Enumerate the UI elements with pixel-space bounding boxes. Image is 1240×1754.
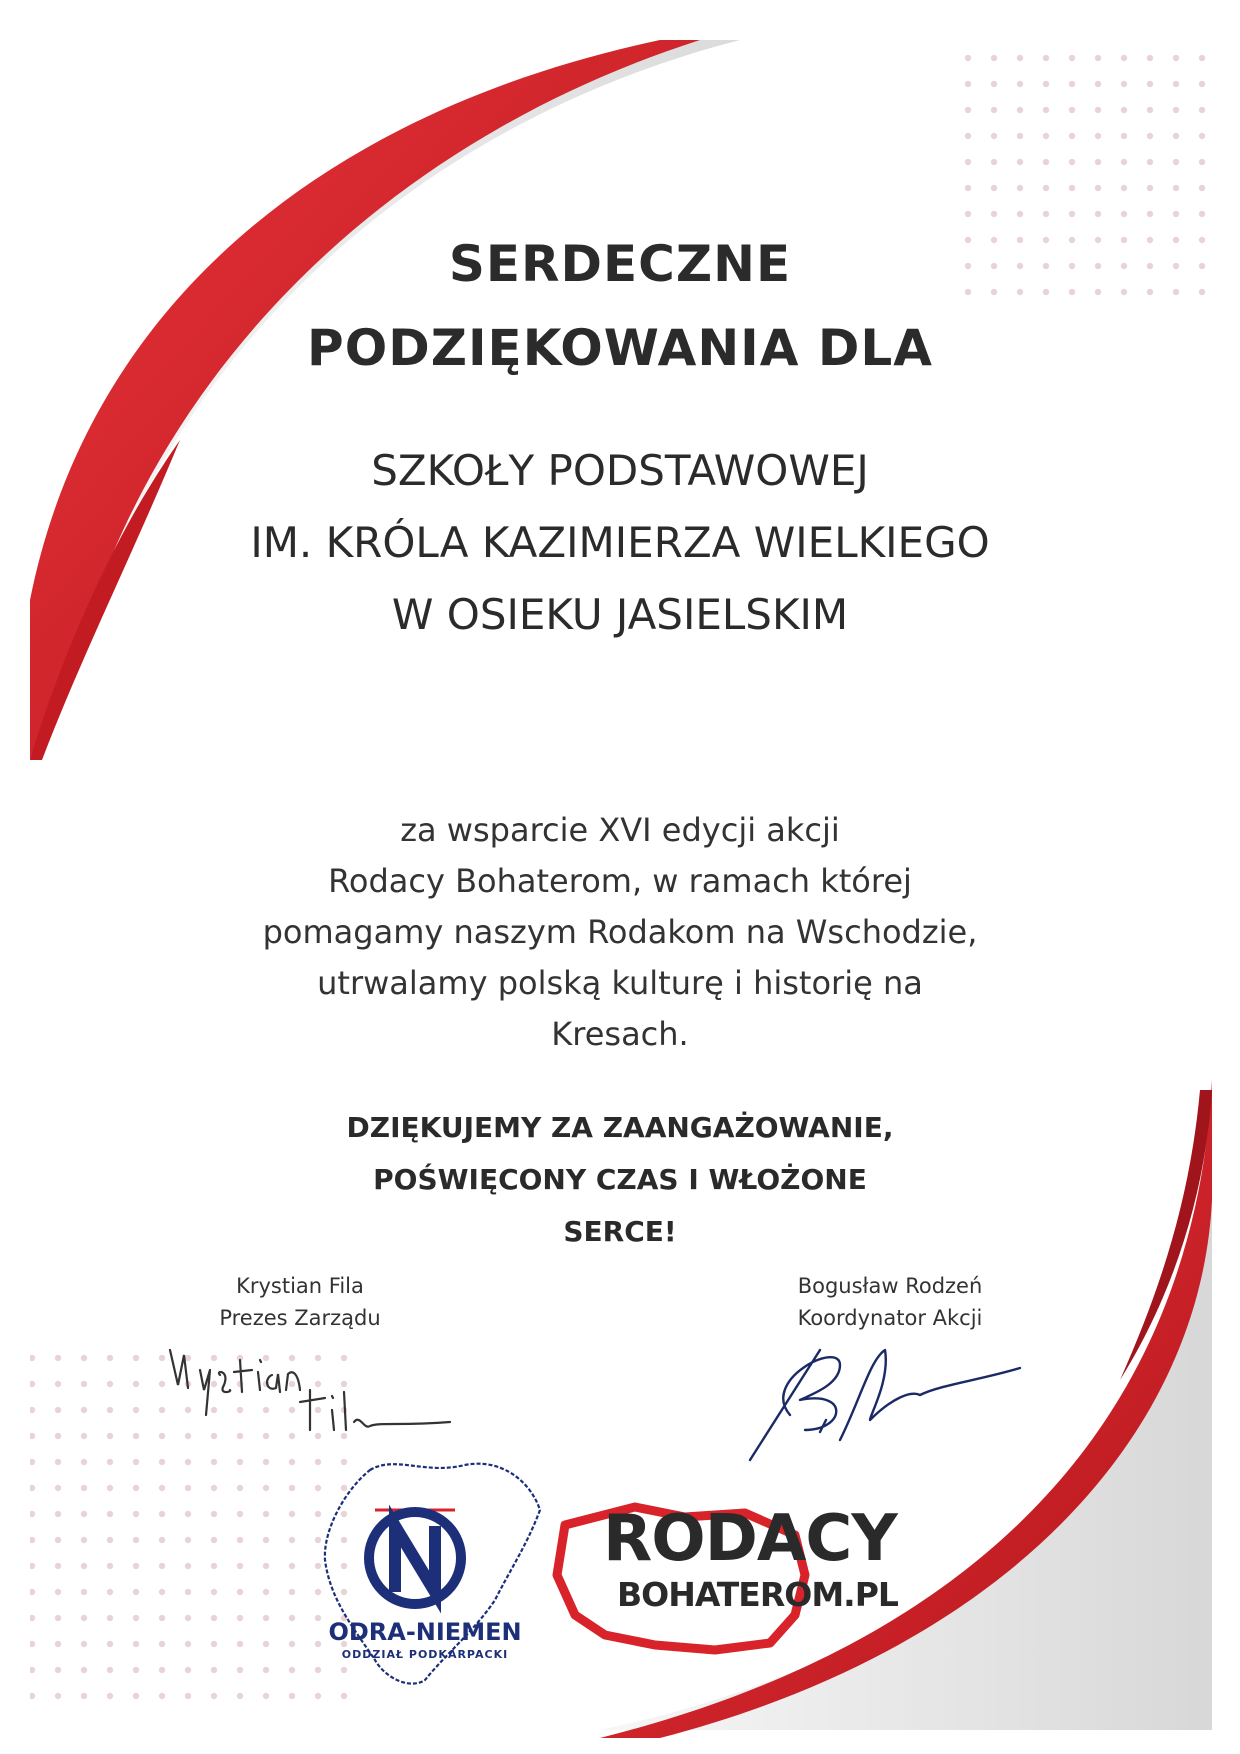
body-line-5: Kresach.: [551, 1015, 689, 1053]
recipient-line-1: SZKOŁY PODSTAWOWEJ: [371, 446, 869, 495]
signer-left: [180, 1270, 420, 1334]
body-paragraph: [0, 805, 1240, 1060]
body-line-4: utrwalamy polską kulturę i historię na: [317, 964, 923, 1002]
odra-niemen-emblem: [315, 1450, 555, 1700]
heading: [0, 222, 1240, 390]
signer-right-name: Bogusław Rodzeń: [797, 1274, 983, 1298]
odra-niemen-subtitle: ODDZIAŁ PODKARPACKI: [341, 1648, 509, 1661]
signer-left-role: Prezes Zarządu: [219, 1306, 381, 1330]
closing-line-1: DZIĘKUJEMY ZA ZAANGAŻOWANIE,: [346, 1111, 894, 1144]
rodacy-logo-line-1: RODACY: [603, 1502, 897, 1576]
rodacy-bohaterom-logo: [545, 1495, 898, 1655]
odra-niemen-name: ODRA-NIEMEN: [328, 1618, 522, 1646]
body-line-1: za wsparcie XVI edycji akcji: [400, 811, 840, 849]
rodacy-logo-line-2: BOHATEROM.PL: [617, 1575, 898, 1614]
odra-niemen-logo: [315, 1450, 555, 1700]
signature-right: [720, 1320, 1040, 1470]
top-left-red-swoosh: [30, 40, 700, 760]
recipient-line-3: W OSIEKU JASIELSKIM: [391, 590, 849, 639]
heading-line-1: SERDECZNE: [448, 235, 792, 293]
closing-line-3: SERCE!: [563, 1215, 677, 1248]
body-line-3: pomagamy naszym Rodakom na Wschodzie,: [262, 913, 978, 951]
heading-line-2: PODZIĘKOWANIA DLA: [307, 319, 933, 377]
signature-left: [160, 1330, 460, 1450]
signer-right-role: Koordynator Akcji: [797, 1306, 983, 1330]
signer-left-name: Krystian Fila: [236, 1274, 364, 1298]
recipient-line-2: IM. KRÓLA KAZIMIERZA WIELKIEGO: [250, 518, 990, 567]
closing-line-2: POŚWIĘCONY CZAS I WŁOŻONE: [373, 1163, 867, 1196]
body-line-2: Rodacy Bohaterom, w ramach której: [328, 862, 912, 900]
closing: [0, 1102, 1240, 1258]
recipient: [0, 435, 1240, 651]
